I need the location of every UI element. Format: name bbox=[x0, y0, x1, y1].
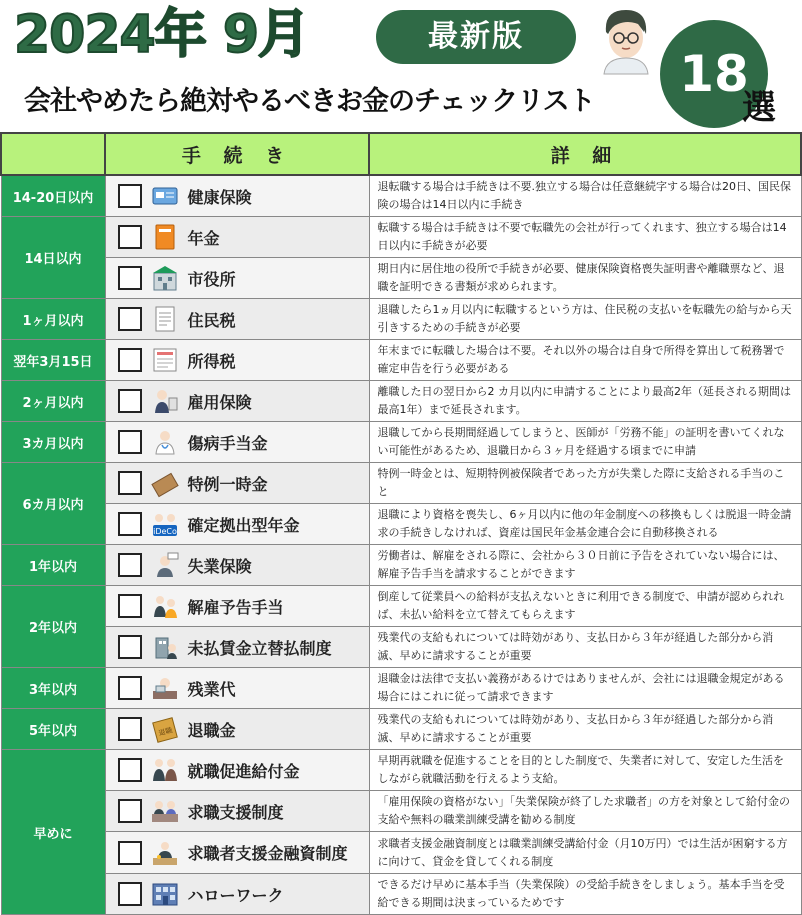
procedure-name: 失業保険 bbox=[187, 556, 252, 576]
procedure-name: 就職促進給付金 bbox=[187, 761, 300, 781]
checkbox[interactable] bbox=[118, 882, 142, 906]
detail-cell: 残業代の支給もれについては時効があり、支払日から３年が経過した部分から消滅、早めに請求することが重要 bbox=[369, 709, 801, 750]
table-row bbox=[1, 545, 801, 586]
loan-consultation-icon bbox=[150, 838, 180, 868]
period-cell: 1ヶ月以内 bbox=[1, 299, 105, 340]
procedure-item bbox=[118, 177, 363, 215]
procedure-column-header: 手 続 き bbox=[105, 133, 369, 175]
pension-book-icon bbox=[150, 222, 180, 252]
table-row bbox=[1, 258, 801, 299]
retirement-envelope-icon bbox=[150, 714, 180, 744]
procedure-name: 解雇予告手当 bbox=[187, 597, 284, 617]
svg-text:iDeCo: iDeCo bbox=[152, 527, 177, 536]
procedure-cell bbox=[105, 586, 369, 627]
procedure-item bbox=[118, 300, 363, 338]
detail-cell: 「雇用保険の資格がない」「失業保険が終了した求職者」の方を対象として給付金の支給や無料の職業訓練受講を勧める制度 bbox=[369, 791, 801, 832]
period-cell: 2ヶ月以内 bbox=[1, 381, 105, 422]
procedure-cell bbox=[105, 627, 369, 668]
latest-edition-badge: 最新版 bbox=[376, 10, 576, 64]
table-row bbox=[1, 381, 801, 422]
procedure-item bbox=[118, 875, 363, 913]
detail-cell: 退職したら1ヵ月以内に転職するという方は、住民税の支払いを転職先の給与から天引きするための手続きが必要 bbox=[369, 299, 801, 340]
table-row bbox=[1, 874, 801, 915]
checkbox[interactable] bbox=[118, 307, 142, 331]
page-title: 2024年 9月 bbox=[14, 5, 310, 65]
procedure-name: 健康保険 bbox=[187, 187, 252, 207]
table-row bbox=[1, 791, 801, 832]
procedure-cell bbox=[105, 258, 369, 299]
checkbox[interactable] bbox=[118, 676, 142, 700]
procedure-item bbox=[118, 710, 363, 748]
procedure-item bbox=[118, 341, 363, 379]
procedure-cell bbox=[105, 340, 369, 381]
procedure-name: 雇用保険 bbox=[187, 392, 252, 412]
detail-cell: 残業代の支給もれについては時効があり、支払日から３年が経過した部分から消滅、早めに請求することが重要 bbox=[369, 627, 801, 668]
procedure-name: 未払賃金立替払制度 bbox=[187, 638, 332, 658]
envelope-icon bbox=[150, 468, 180, 498]
procedure-item bbox=[118, 792, 363, 830]
period-cell: 14日以内 bbox=[1, 217, 105, 299]
period-cell: 3年以内 bbox=[1, 668, 105, 709]
table-row bbox=[1, 668, 801, 709]
procedure-cell bbox=[105, 463, 369, 504]
job-seeker-icon bbox=[150, 550, 180, 580]
table-row bbox=[1, 750, 801, 791]
ideco-icon bbox=[150, 509, 180, 539]
detail-cell: 離職した日の翌日から2 カ月以内に申請することにより最高2年（延長される期間は最高1年）まで延長されます。 bbox=[369, 381, 801, 422]
insurance-card-icon bbox=[150, 181, 180, 211]
table-row bbox=[1, 340, 801, 381]
procedure-cell bbox=[105, 668, 369, 709]
table-row bbox=[1, 175, 801, 217]
period-cell: 2年以内 bbox=[1, 586, 105, 668]
procedure-name: ハローワーク bbox=[187, 885, 284, 905]
page-subtitle: 会社やめたら絶対やるべきお金のチェックリスト bbox=[24, 86, 595, 117]
procedure-item bbox=[118, 546, 363, 584]
procedure-name: 残業代 bbox=[187, 679, 236, 699]
procedure-cell bbox=[105, 217, 369, 258]
procedure-cell bbox=[105, 299, 369, 340]
office-worker-icon bbox=[150, 386, 180, 416]
item-count-badge: 18 bbox=[660, 20, 768, 128]
procedure-name: 確定拠出型年金 bbox=[187, 515, 300, 535]
table-row bbox=[1, 832, 801, 874]
procedure-cell bbox=[105, 709, 369, 750]
checkbox[interactable] bbox=[118, 758, 142, 782]
checkbox[interactable] bbox=[118, 799, 142, 823]
procedure-cell bbox=[105, 422, 369, 463]
checkbox[interactable] bbox=[118, 841, 142, 865]
checkbox[interactable] bbox=[118, 512, 142, 536]
period-cell: 6カ月以内 bbox=[1, 463, 105, 545]
procedure-name: 所得税 bbox=[187, 351, 236, 371]
avatar bbox=[594, 4, 656, 74]
checkbox[interactable] bbox=[118, 553, 142, 577]
detail-cell: 退職金は法律で支払い義務があるけではありませんが、会社には退職金規定がある場合にはこれに従って請求できます bbox=[369, 668, 801, 709]
procedure-cell bbox=[105, 504, 369, 545]
checkbox[interactable] bbox=[118, 389, 142, 413]
table-row bbox=[1, 217, 801, 258]
procedure-item bbox=[118, 669, 363, 707]
detail-cell: 退転職する場合は手続きは不要.独立する場合は任意継続字する場合は20日、国民保険の場合は14日以内に手続き bbox=[369, 175, 801, 217]
procedure-item bbox=[118, 751, 363, 789]
interview-icon bbox=[150, 796, 180, 826]
table-row bbox=[1, 709, 801, 750]
detail-cell: 労働者は、解雇をされる際に、会社から３０日前に予告をされていない場合には、解雇予告手当を請求することができます bbox=[369, 545, 801, 586]
detail-cell: 退職により資格を喪失し、6ヶ月以内に他の年金制度への移換もしくは脱退一時金請求の手続きしなければ、資産は国民年金基金連合会に自動移換される bbox=[369, 504, 801, 545]
detail-cell: 早期再就職を促進することを目的とした制度で、失業者に対して、安定した生活をしながら就職活動を行えるよう支給。 bbox=[369, 750, 801, 791]
procedure-name: 傷病手当金 bbox=[187, 433, 268, 453]
period-cell: 5年以内 bbox=[1, 709, 105, 750]
detail-cell: 退職してから長期間経過してしまうと、医師が「労務不能」の証明を書いてくれない可能性があるため、退職日から３ヶ月を経過する頃までに申請 bbox=[369, 422, 801, 463]
table-row bbox=[1, 299, 801, 340]
table-row bbox=[1, 586, 801, 627]
checklist-table bbox=[0, 132, 802, 915]
tax-form-icon bbox=[150, 345, 180, 375]
procedure-item bbox=[118, 259, 363, 297]
procedure-cell bbox=[105, 175, 369, 217]
period-cell: 早めに bbox=[1, 750, 105, 915]
period-column-header bbox=[1, 133, 105, 175]
table-row bbox=[1, 463, 801, 504]
detail-cell: 転職する場合は手続きは不要で転職先の会社が行ってくれます、独立する場合は14日以内に手続きが必要 bbox=[369, 217, 801, 258]
detail-cell: 期日内に居住地の役所で手続きが必要、健康保険資格喪失証明書や離職票など、退職を証明できる書類が求められます。 bbox=[369, 258, 801, 299]
detail-cell: 倒産して従業員への給料が支払えないときに利用できる制度で、申請が認められれば、未払い給料を立て替えてもらえます bbox=[369, 586, 801, 627]
page-header bbox=[0, 0, 800, 130]
handshake-icon bbox=[150, 755, 180, 785]
procedure-name: 退職金 bbox=[187, 720, 236, 740]
procedure-cell bbox=[105, 791, 369, 832]
procedure-cell bbox=[105, 381, 369, 422]
bankrupt-building-icon bbox=[150, 632, 180, 662]
procedure-item bbox=[118, 218, 363, 256]
procedure-cell bbox=[105, 874, 369, 915]
procedure-item bbox=[118, 423, 363, 461]
procedure-item bbox=[118, 464, 363, 502]
procedure-item bbox=[118, 628, 363, 666]
city-hall-icon bbox=[150, 263, 180, 293]
svg-text:退職: 退職 bbox=[157, 726, 173, 738]
checkbox[interactable] bbox=[118, 717, 142, 741]
checkbox[interactable] bbox=[118, 225, 142, 249]
detail-cell: できるだけ早めに基本手当（失業保険）の受給手続きをしましょう。基本手当を受給できる期間は決まっているためです bbox=[369, 874, 801, 915]
procedure-name: 求職支援制度 bbox=[187, 802, 284, 822]
procedure-item bbox=[118, 587, 363, 625]
detail-cell: 年末までに転職した場合は不要。それ以外の場合は自身で所得を算出して税務署で確定申告を行う必要がある bbox=[369, 340, 801, 381]
checkbox[interactable] bbox=[118, 594, 142, 618]
detail-column-header: 詳 細 bbox=[369, 133, 801, 175]
checkbox[interactable] bbox=[118, 635, 142, 659]
procedure-name: 年金 bbox=[187, 228, 220, 248]
checkbox[interactable] bbox=[118, 430, 142, 454]
detail-cell: 求職者支援金融資制度とは職業訓練受講給付金（月10万円）では生活が困窮する方に向けて、貸金を貸してくれる制度 bbox=[369, 832, 801, 874]
table-row bbox=[1, 422, 801, 463]
period-cell: 14-20日以内 bbox=[1, 175, 105, 217]
checkbox[interactable] bbox=[118, 471, 142, 495]
table-row bbox=[1, 504, 801, 545]
hello-work-icon bbox=[150, 879, 180, 909]
procedure-name: 求職者支援金融資制度 bbox=[187, 844, 348, 863]
procedure-item bbox=[118, 834, 363, 872]
overtime-desk-icon bbox=[150, 673, 180, 703]
procedure-name: 住民税 bbox=[187, 310, 236, 330]
procedure-item bbox=[118, 382, 363, 420]
dismissal-icon bbox=[150, 591, 180, 621]
checkbox[interactable] bbox=[118, 348, 142, 372]
tax-document-icon bbox=[150, 304, 180, 334]
procedure-cell bbox=[105, 832, 369, 874]
procedure-item bbox=[118, 505, 363, 543]
procedure-name: 特例一時金 bbox=[187, 474, 268, 494]
period-cell: 1年以内 bbox=[1, 545, 105, 586]
checkbox[interactable] bbox=[118, 184, 142, 208]
doctor-icon bbox=[150, 427, 180, 457]
period-cell: 翌年3月15日 bbox=[1, 340, 105, 381]
checkbox[interactable] bbox=[118, 266, 142, 290]
procedure-cell bbox=[105, 545, 369, 586]
procedure-name: 市役所 bbox=[187, 269, 236, 289]
detail-cell: 特例一時金とは、短期特例被保険者であった方が失業した際に支給される手当のこと bbox=[369, 463, 801, 504]
period-cell: 3カ月以内 bbox=[1, 422, 105, 463]
item-count-suffix: 選 bbox=[742, 88, 776, 128]
table-row bbox=[1, 627, 801, 668]
procedure-cell bbox=[105, 750, 369, 791]
